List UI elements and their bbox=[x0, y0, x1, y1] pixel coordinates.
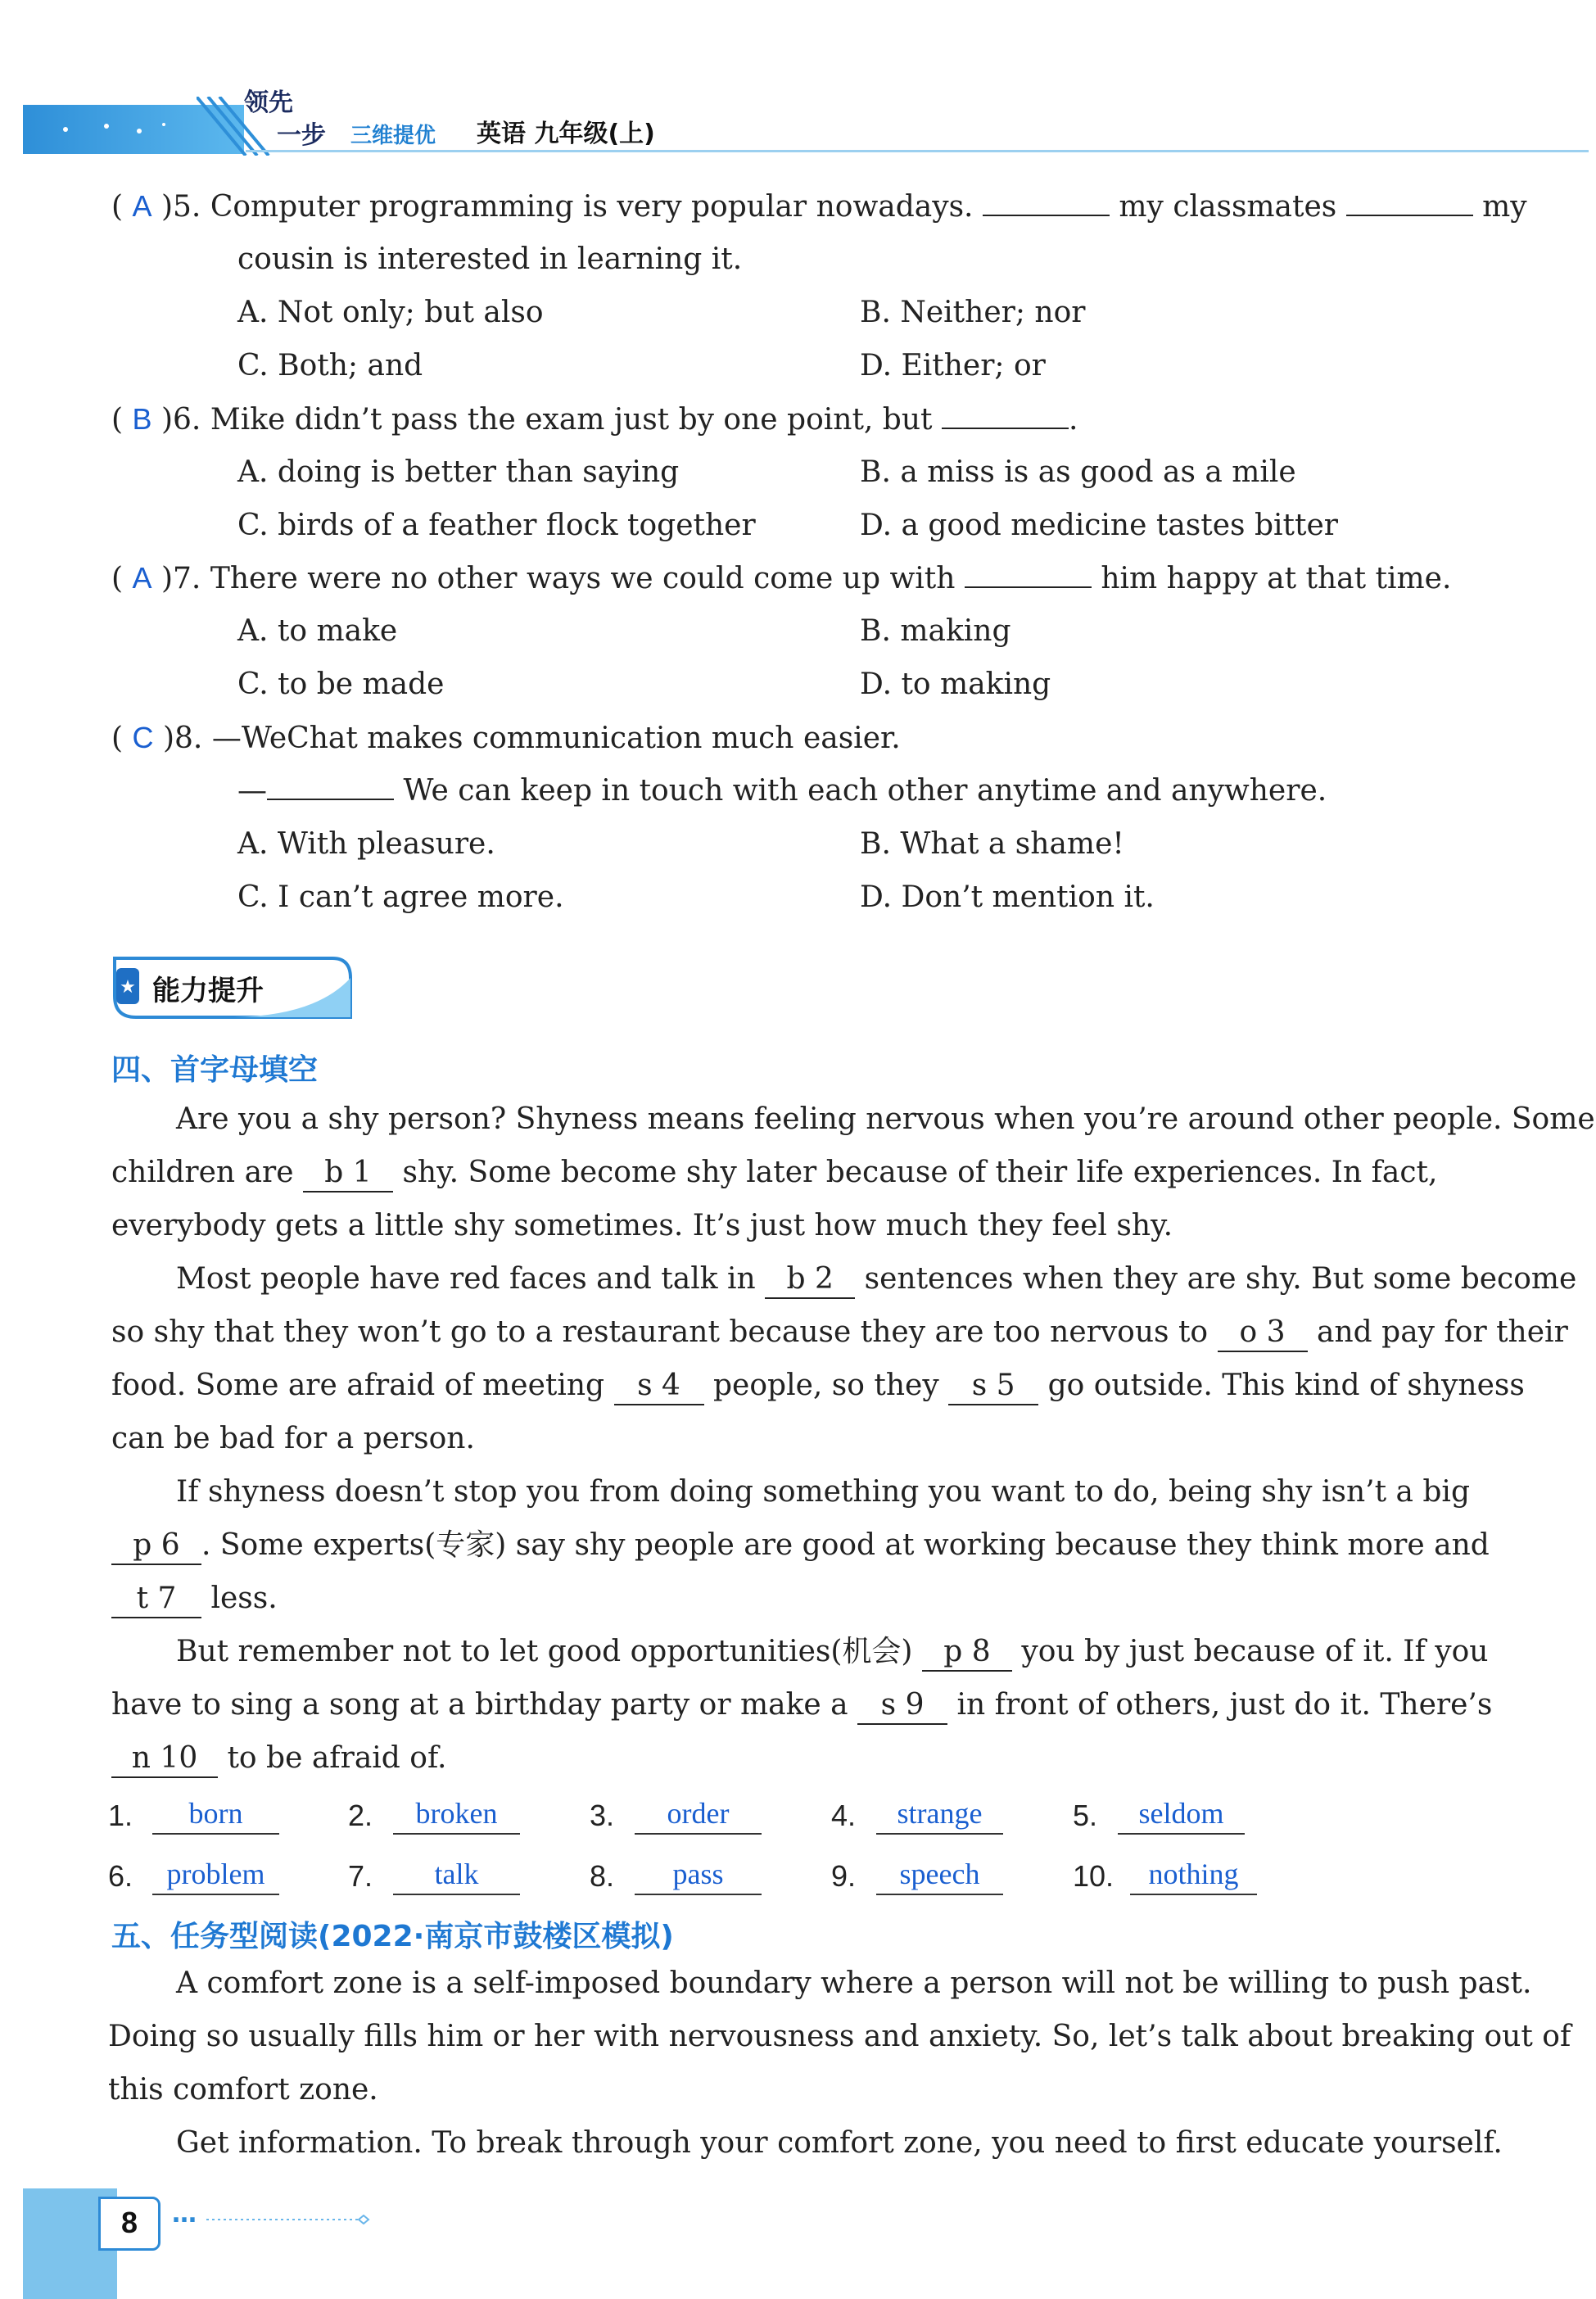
option-5b: B. Neither; nor bbox=[860, 296, 1086, 329]
page-number: 8 bbox=[98, 2197, 161, 2251]
answer-word-2: broken bbox=[393, 1795, 520, 1835]
option-6d: D. a good medicine tastes bitter bbox=[860, 509, 1338, 542]
blank-6: p 6 bbox=[111, 1527, 201, 1565]
question-5-cont: cousin is interested in learning it. bbox=[237, 242, 743, 276]
s5-p2-l1: Get information. To break through your comfort zone, you need to first educate yourself. bbox=[176, 2126, 1503, 2160]
answer-5: A bbox=[132, 189, 152, 223]
s4-p1-l3: everybody gets a little shy sometimes. It’s just how much they feel shy. bbox=[111, 1209, 1173, 1242]
answer-num-6: 6. bbox=[108, 1859, 133, 1893]
option-5c: C. Both; and bbox=[237, 349, 423, 382]
answer-num-2: 2. bbox=[348, 1799, 373, 1832]
footer-ellipsis: … bbox=[172, 2200, 197, 2229]
blank-8: p 8 bbox=[922, 1634, 1012, 1672]
answer-num-9: 9. bbox=[831, 1859, 857, 1893]
answer-num-5: 5. bbox=[1073, 1799, 1098, 1832]
header-logo-mid: 一步 bbox=[277, 121, 326, 150]
option-8c: C. I can’t agree more. bbox=[237, 880, 564, 914]
header-rule bbox=[246, 150, 1589, 152]
s4-p1-l1: Are you a shy person? Shyness means feeling nervous when you’re around other people. Some bbox=[176, 1102, 1595, 1136]
s4-p4-l1: But remember not to let good opportunities(机会) p 8 you by just because of it. If you bbox=[176, 1634, 1488, 1672]
question-8: ( C )8. —WeChat makes communication much easier. bbox=[111, 721, 901, 755]
s5-p1-l3: this comfort zone. bbox=[108, 2073, 378, 2107]
option-8a: A. With pleasure. bbox=[237, 827, 495, 861]
blank-10: n 10 bbox=[111, 1740, 218, 1778]
header-logo-sub: 三维提优 bbox=[350, 124, 436, 148]
option-8b: B. What a shame! bbox=[860, 827, 1124, 861]
s4-p3-l3: t 7 less. bbox=[111, 1581, 278, 1618]
s5-p1-l1: A comfort zone is a self-imposed boundary where a person will not be willing to push past. bbox=[176, 1966, 1532, 2000]
answer-6: B bbox=[132, 402, 152, 436]
s4-p3-l1: If shyness doesn’t stop you from doing something you want to do, being shy isn’t a big bbox=[176, 1475, 1470, 1509]
option-8d: D. Don’t mention it. bbox=[860, 880, 1155, 914]
blank-1: b 1 bbox=[303, 1155, 393, 1192]
question-8-reply: — We can keep in touch with each other anytime and anywhere. bbox=[237, 774, 1327, 808]
answer-num-3: 3. bbox=[590, 1799, 615, 1832]
answer-word-9: speech bbox=[876, 1856, 1003, 1895]
answer-word-8: pass bbox=[635, 1856, 762, 1895]
option-7c: C. to be made bbox=[237, 668, 445, 701]
blank-3: o 3 bbox=[1218, 1315, 1308, 1352]
s4-p3-l2: p 6 . Some experts(专家) say shy people are good at working because they think more and bbox=[111, 1527, 1490, 1565]
option-7d: D. to making bbox=[860, 668, 1051, 701]
blank-5: s 5 bbox=[948, 1368, 1038, 1405]
s4-p4-l2: have to sing a song at a birthday party or make a s 9 in front of others, just do it. There’s bbox=[111, 1687, 1492, 1725]
s4-p1-l2: children are b 1 shy. Some become shy later because of their life experiences. In fact, bbox=[111, 1155, 1437, 1192]
book-title: 英语 九年级(上) bbox=[477, 120, 655, 148]
option-7a: A. to make bbox=[237, 614, 398, 648]
answer-word-5: seldom bbox=[1118, 1795, 1245, 1835]
answer-num-10: 10. bbox=[1073, 1859, 1114, 1893]
s4-p2-l4: can be bad for a person. bbox=[111, 1422, 475, 1455]
footer-dotted-line bbox=[174, 2215, 370, 2224]
blank-2: b 2 bbox=[765, 1261, 855, 1299]
s5-p1-l2: Doing so usually fills him or her with nervousness and anxiety. So, let’s talk about breaking out of bbox=[108, 2020, 1571, 2053]
answer-7: A bbox=[132, 561, 152, 595]
blank-7: t 7 bbox=[111, 1581, 201, 1618]
s4-p4-l3: n 10 to be afraid of. bbox=[111, 1740, 446, 1778]
answer-word-10: nothing bbox=[1130, 1856, 1257, 1895]
blank-4: s 4 bbox=[614, 1368, 704, 1405]
answer-num-4: 4. bbox=[831, 1799, 857, 1832]
answer-word-7: talk bbox=[393, 1856, 520, 1895]
option-6a: A. doing is better than saying bbox=[237, 455, 680, 489]
answer-word-1: born bbox=[152, 1795, 279, 1835]
question-7: ( A )7. There were no other ways we could come up with him happy at that time. bbox=[111, 561, 1452, 595]
s4-p2-l2: so shy that they won’t go to a restaurant because they are too nervous to o 3 and pay for their bbox=[111, 1315, 1568, 1352]
s4-p2-l1: Most people have red faces and talk in b 2 sentences when they are shy. But some become bbox=[176, 1261, 1576, 1299]
answer-num-1: 1. bbox=[108, 1799, 133, 1832]
option-6b: B. a miss is as good as a mile bbox=[860, 455, 1296, 489]
blank-9: s 9 bbox=[857, 1687, 947, 1725]
svg-text:★: ★ bbox=[120, 977, 136, 998]
header-stars-icon bbox=[49, 115, 172, 144]
header-logo-top: 领先 bbox=[244, 88, 293, 117]
answer-word-4: strange bbox=[876, 1795, 1003, 1835]
option-6c: C. birds of a feather flock together bbox=[237, 509, 756, 542]
section-5-title: 五、任务型阅读(2022·南京市鼓楼区模拟) bbox=[111, 1920, 674, 1953]
question-6: ( B )6. Mike didn’t pass the exam just by one point, but . bbox=[111, 402, 1078, 437]
section-4-title: 四、首字母填空 bbox=[111, 1053, 319, 1087]
question-5: ( A )5. Computer programming is very popular nowadays. my classmates my bbox=[111, 189, 1527, 224]
s4-p2-l3: food. Some are afraid of meeting s 4 people, so they s 5 go outside. This kind of shyness bbox=[111, 1368, 1525, 1405]
option-5d: D. Either; or bbox=[860, 349, 1046, 382]
answer-num-8: 8. bbox=[590, 1859, 615, 1893]
answer-num-7: 7. bbox=[348, 1859, 373, 1893]
answer-word-6: problem bbox=[152, 1856, 279, 1895]
option-5a: A. Not only; but also bbox=[237, 296, 544, 329]
ability-label: 能力提升 bbox=[152, 975, 264, 1007]
option-7b: B. making bbox=[860, 614, 1011, 648]
answer-8: C bbox=[132, 721, 154, 754]
answer-word-3: order bbox=[635, 1795, 762, 1835]
